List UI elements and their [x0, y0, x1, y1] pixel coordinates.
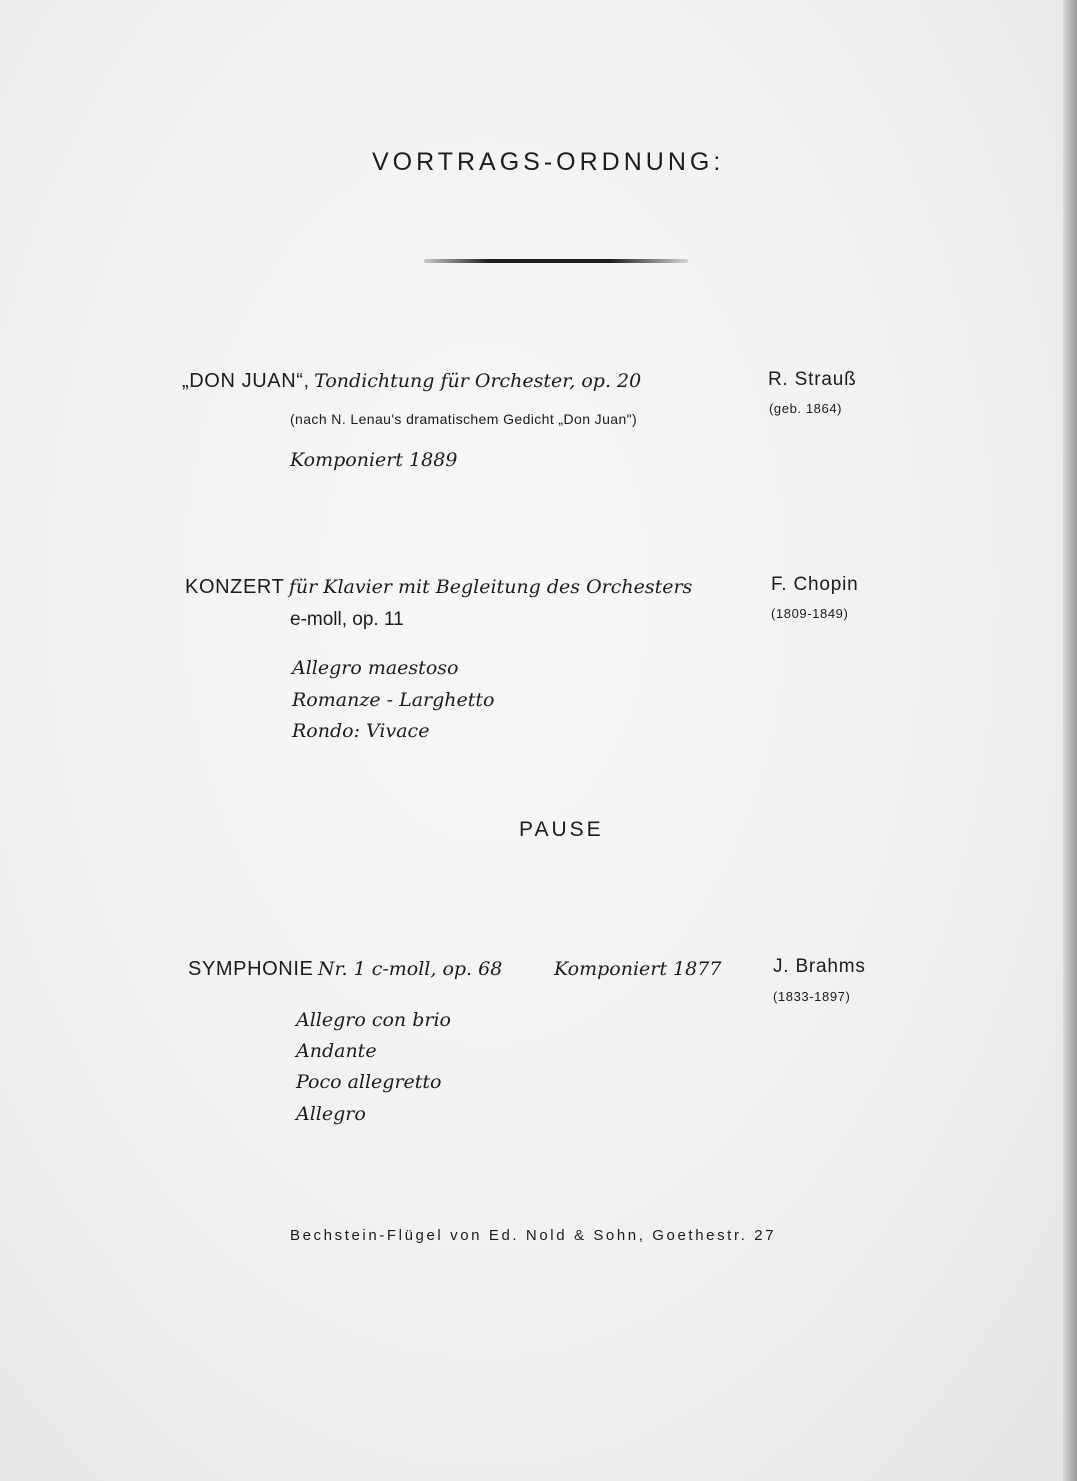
work-subtitle: für Klavier mit Begleitung des Orchesters: [288, 576, 693, 598]
movement: Poco allegretto: [296, 1071, 442, 1093]
footer-note: Bechstein-Flügel von Ed. Nold & Sohn, Goethestr. 27: [290, 1227, 777, 1244]
work-title: SYMPHONIE: [188, 958, 314, 980]
show-through-text: [210, 160, 231, 219]
page-edge-shadow: [1063, 0, 1077, 1481]
movement: Rondo: Vivace: [292, 720, 430, 742]
work-subtitle: Nr. 1 c-moll, op. 68: [317, 958, 503, 980]
work-composed: Komponiert 1877: [554, 958, 722, 980]
composer-name: F. Chopin: [771, 574, 859, 595]
work-note: (nach N. Lenau's dramatischem Gedicht „Don Juan"): [290, 411, 638, 427]
work-key: e-moll, op. 11: [290, 609, 404, 630]
work-symphonie-heading: [188, 958, 502, 981]
movement: Allegro: [296, 1103, 366, 1125]
title-divider: [424, 259, 688, 263]
composer-name: J. Brahms: [773, 956, 866, 977]
movement: Romanze - Larghetto: [292, 689, 495, 711]
composer-dates: (geb. 1864): [769, 401, 843, 416]
movement: Andante: [296, 1040, 377, 1062]
movement: Allegro maestoso: [292, 657, 459, 679]
work-title: „DON JUAN“,: [182, 370, 310, 392]
work-composed: Komponiert 1889: [290, 449, 458, 471]
intermission-label: PAUSE: [519, 818, 604, 841]
work-subtitle: Tondichtung für Orchester, op. 20: [314, 370, 642, 392]
composer-name: R. Strauß: [768, 369, 857, 390]
composer-dates: (1809-1849): [771, 606, 849, 621]
movement: Allegro con brio: [296, 1009, 451, 1031]
work-title: KONZERT: [185, 576, 285, 598]
work-don-juan-heading: [182, 370, 641, 393]
composer-dates: (1833-1897): [773, 989, 851, 1004]
page-title: VORTRAGS-ORDNUNG:: [372, 148, 725, 176]
work-konzert-heading: [185, 576, 692, 599]
